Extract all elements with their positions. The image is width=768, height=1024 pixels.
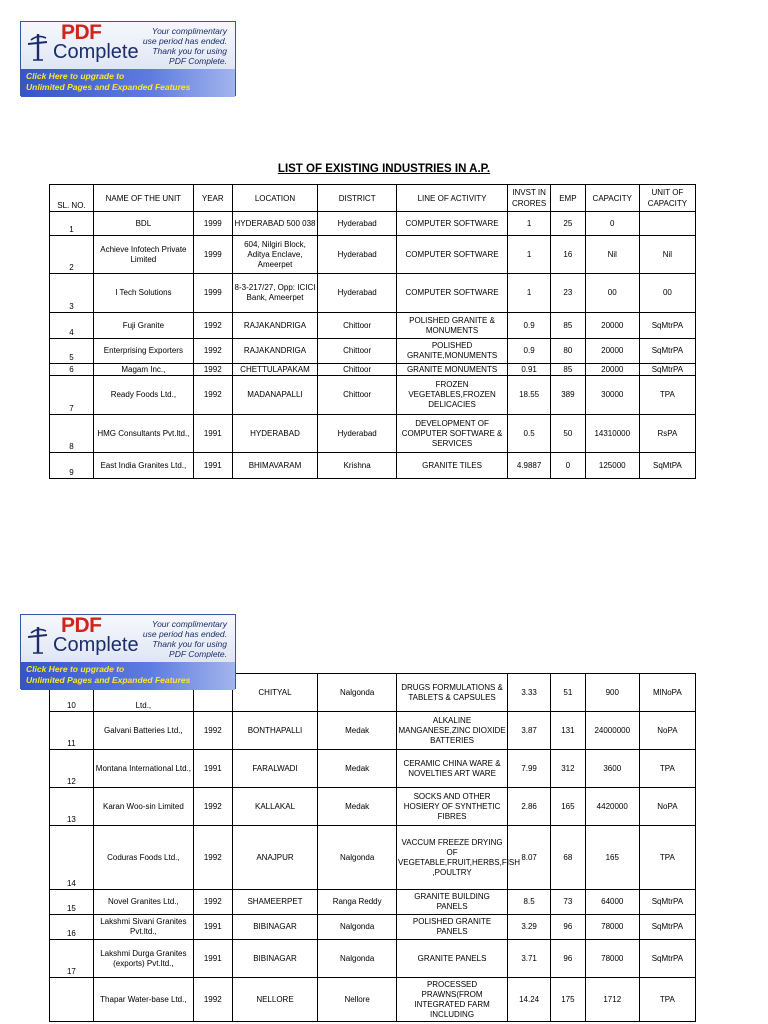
cell-emp: 312 <box>551 750 586 788</box>
cell-emp: 85 <box>551 364 586 376</box>
banner-message-line: PDF Complete. <box>169 649 227 659</box>
cell-location: KALLAKAL <box>232 788 318 826</box>
cell-location: RAJAKANDRIGA <box>232 339 318 364</box>
cell-year: 1992 <box>193 788 232 826</box>
table-row <box>50 940 696 978</box>
cell-district: Hyderabad <box>318 212 397 236</box>
cell-emp: 389 <box>551 376 586 415</box>
cell-emp: 73 <box>551 890 586 915</box>
cell-unit: Nil <box>639 236 695 274</box>
cell-year: 1992 <box>193 376 232 415</box>
cell-location: FARALWADI <box>232 750 318 788</box>
cell-sl-value: 5 <box>69 353 74 362</box>
cell-district: Hyderabad <box>318 415 397 453</box>
cell-year: 1999 <box>193 236 232 274</box>
cell-district: Hyderabad <box>318 274 397 313</box>
banner-message-line: use period has ended. <box>142 629 227 639</box>
cell-location: ANAJPUR <box>232 826 318 890</box>
cell-capacity: 0 <box>585 212 639 236</box>
header-invst: INVST IN CRORES <box>508 185 551 212</box>
cell-capacity: 4420000 <box>585 788 639 826</box>
cell-sl <box>50 940 94 978</box>
table-row <box>50 788 696 826</box>
cell-emp: 25 <box>551 212 586 236</box>
cell-emp: 0 <box>551 453 586 479</box>
cell-unit: NoPA <box>639 788 695 826</box>
cell-invst: 0.9 <box>508 313 551 339</box>
cell-name: Novel Granites Ltd., <box>93 890 193 915</box>
cell-emp: 68 <box>551 826 586 890</box>
cell-invst: 8.07 <box>508 826 551 890</box>
cell-capacity: 900 <box>585 674 639 712</box>
table-row <box>50 274 696 313</box>
cell-capacity: 64000 <box>585 890 639 915</box>
cell-year: 1992 <box>193 339 232 364</box>
cell-capacity: 00 <box>585 274 639 313</box>
cell-name: Galvani Batteries Ltd., <box>93 712 193 750</box>
cell-name: Lakshmi Durga Granites (exports) Pvt.ltd., <box>93 940 193 978</box>
cell-sl-value: 12 <box>66 777 76 786</box>
cell-location: BIBINAGAR <box>232 915 318 940</box>
banner-upgrade-link[interactable] <box>26 664 190 686</box>
cell-district: Nalgonda <box>318 915 397 940</box>
table-row <box>50 376 696 415</box>
cell-unit <box>639 212 695 236</box>
cell-invst: 1 <box>508 212 551 236</box>
cell-emp: 50 <box>551 415 586 453</box>
cell-sl <box>50 415 94 453</box>
cell-unit: SqMtrPA <box>639 339 695 364</box>
table-row <box>50 712 696 750</box>
cell-capacity: 20000 <box>585 364 639 376</box>
cell-capacity: 1712 <box>585 978 639 1022</box>
cell-invst: 3.29 <box>508 915 551 940</box>
cell-activity: GRANITE PANELS <box>396 940 507 978</box>
cell-activity: CERAMIC CHINA WARE & NOVELTIES ART WARE <box>396 750 507 788</box>
cell-capacity: 14310000 <box>585 415 639 453</box>
cell-sl <box>50 453 94 479</box>
cell-sl-value: 3 <box>69 302 74 311</box>
header-sl-no-label: SL. NO. <box>57 201 86 210</box>
cell-capacity: 20000 <box>585 339 639 364</box>
cell-location: NELLORE <box>232 978 318 1022</box>
cell-year: 1991 <box>193 453 232 479</box>
cell-emp: 51 <box>551 674 586 712</box>
cell-name: Magam Inc., <box>93 364 193 376</box>
cell-location: CHITYAL <box>232 674 318 712</box>
header-location: LOCATION <box>232 185 318 212</box>
cell-sl-value: 15 <box>66 904 76 913</box>
cell-name: BDL <box>93 212 193 236</box>
banner-complete-wordmark: Complete <box>53 41 139 63</box>
cell-unit: SqMtrPA <box>639 915 695 940</box>
cell-activity: GRANITE TILES <box>396 453 507 479</box>
cell-year: 1992 <box>193 712 232 750</box>
cell-district: Medak <box>318 788 397 826</box>
table-row <box>50 415 696 453</box>
cell-name: Montana International Ltd., <box>93 750 193 788</box>
header-sl-no <box>50 185 94 212</box>
table-row <box>50 750 696 788</box>
cell-activity: PROCESSED PRAWNS(FROM INTEGRATED FARM INCLUDING <box>396 978 507 1022</box>
cell-location: CHETTULAPAKAM <box>232 364 318 376</box>
banner-upgrade-link[interactable] <box>26 71 190 93</box>
cell-invst: 2.86 <box>508 788 551 826</box>
cell-activity: FROZEN VEGETABLES,FROZEN DELICACIES <box>396 376 507 415</box>
banner-message-line: Your complimentary <box>151 26 227 36</box>
cell-name: I Tech Solutions <box>93 274 193 313</box>
cell-activity: GRANITE MONUMENTS <box>396 364 507 376</box>
cell-invst: 3.71 <box>508 940 551 978</box>
table-row <box>50 826 696 890</box>
cell-location: BHIMAVARAM <box>232 453 318 479</box>
cell-district: Hyderabad <box>318 236 397 274</box>
cell-name: Lakshmi Sivani Granites Pvt.ltd., <box>93 915 193 940</box>
cell-activity: ALKALINE MANGANESE,ZINC DIOXIDE BATTERIES <box>396 712 507 750</box>
cell-invst: 3.33 <box>508 674 551 712</box>
cell-activity: GRANITE BUILDING PANELS <box>396 890 507 915</box>
cell-district: Medak <box>318 712 397 750</box>
cell-sl <box>50 788 94 826</box>
cell-district: Chittoor <box>318 313 397 339</box>
cell-year: 1999 <box>193 274 232 313</box>
cell-location: RAJAKANDRIGA <box>232 313 318 339</box>
cell-unit: 00 <box>639 274 695 313</box>
cell-district: Chittoor <box>318 376 397 415</box>
table-row <box>50 890 696 915</box>
cell-unit: TPA <box>639 978 695 1022</box>
cell-sl-value: 16 <box>66 929 76 938</box>
cell-sl <box>50 364 94 376</box>
cell-district: Nalgonda <box>318 826 397 890</box>
cell-capacity: 125000 <box>585 453 639 479</box>
cell-location: 8-3-217/27, Opp: ICICI Bank, Ameerpet <box>232 274 318 313</box>
cell-capacity: 78000 <box>585 940 639 978</box>
cell-sl-value: 9 <box>69 468 74 477</box>
cell-location: 604, Nilgiri Block, Aditya Enclave, Ameerpet <box>232 236 318 274</box>
cell-name: Achieve Infotech Private Limited <box>93 236 193 274</box>
banner-pdf-wordmark: PDF <box>61 21 102 44</box>
banner-message-line: PDF Complete. <box>169 56 227 66</box>
cell-emp: 16 <box>551 236 586 274</box>
pdf-complete-logo-icon <box>25 621 51 655</box>
cell-location: MADANAPALLI <box>232 376 318 415</box>
cell-capacity: 20000 <box>585 313 639 339</box>
cell-unit: SqMtrPA <box>639 940 695 978</box>
cell-emp: 165 <box>551 788 586 826</box>
cell-capacity: 165 <box>585 826 639 890</box>
cell-sl <box>50 750 94 788</box>
cell-year: 1991 <box>193 415 232 453</box>
cell-invst: 1 <box>508 274 551 313</box>
cell-invst: 1 <box>508 236 551 274</box>
cell-unit: SqMtrPA <box>639 364 695 376</box>
cell-invst: 18.55 <box>508 376 551 415</box>
banner-upgrade-line[interactable]: Unlimited Pages and Expanded Features <box>26 675 191 685</box>
industries-table-page-2 <box>49 673 696 1022</box>
cell-unit: MlNoPA <box>639 674 695 712</box>
cell-year: 1999 <box>193 212 232 236</box>
cell-year: 1991 <box>193 940 232 978</box>
banner-message-line: Thank you for using <box>152 639 227 649</box>
cell-invst: 0.91 <box>508 364 551 376</box>
banner-message-line: Your complimentary <box>151 619 227 629</box>
cell-capacity: Nil <box>585 236 639 274</box>
cell-activity: VACCUM FREEZE DRYING OF VEGETABLE,FRUIT,HERBS,FISH ,POULTRY <box>396 826 507 890</box>
header-capacity: CAPACITY <box>585 185 639 212</box>
cell-sl <box>50 313 94 339</box>
cell-emp: 96 <box>551 915 586 940</box>
cell-sl-value: 11 <box>67 739 76 748</box>
cell-year: 1991 <box>193 750 232 788</box>
pdf-complete-banner-bottom[interactable] <box>20 614 236 689</box>
cell-sl <box>50 339 94 364</box>
table-row <box>50 313 696 339</box>
cell-sl-value: 13 <box>66 815 76 824</box>
header-district: DISTRICT <box>318 185 397 212</box>
cell-invst: 0.5 <box>508 415 551 453</box>
cell-name: Ready Foods Ltd., <box>93 376 193 415</box>
cell-year: 1992 <box>193 313 232 339</box>
cell-district: Chittoor <box>318 364 397 376</box>
cell-name: HMG Consultants Pvt.ltd., <box>93 415 193 453</box>
cell-district: Krishna <box>318 453 397 479</box>
cell-sl <box>50 826 94 890</box>
cell-activity: SOCKS AND OTHER HOSIERY OF SYNTHETIC FIBRES <box>396 788 507 826</box>
cell-district: Nalgonda <box>318 940 397 978</box>
cell-year: 1992 <box>193 978 232 1022</box>
cell-capacity: 3600 <box>585 750 639 788</box>
header-emp: EMP <box>551 185 586 212</box>
pdf-complete-banner-top[interactable] <box>20 21 236 96</box>
table-header-row <box>50 185 696 212</box>
cell-invst: 0.9 <box>508 339 551 364</box>
document-title: LIST OF EXISTING INDUSTRIES IN A.P. <box>277 163 491 175</box>
cell-unit: TPA <box>639 750 695 788</box>
cell-year: 1991 <box>193 915 232 940</box>
cell-activity: POLISHED GRANITE & MONUMENTS <box>396 313 507 339</box>
cell-location: HYDERABAD 500 038 <box>232 212 318 236</box>
cell-sl <box>50 274 94 313</box>
cell-sl-value: 8 <box>69 442 74 451</box>
cell-location: BIBINAGAR <box>232 940 318 978</box>
cell-sl <box>50 712 94 750</box>
cell-name: Fuji Granite <box>93 313 193 339</box>
table-row <box>50 453 696 479</box>
cell-activity: DEVELOPMENT OF COMPUTER SOFTWARE & SERVICES <box>396 415 507 453</box>
cell-emp: 80 <box>551 339 586 364</box>
cell-emp: 96 <box>551 940 586 978</box>
header-unit: UNIT OF CAPACITY <box>639 185 695 212</box>
cell-name-value: Ltd., <box>135 701 152 710</box>
cell-capacity: 78000 <box>585 915 639 940</box>
cell-sl <box>50 376 94 415</box>
cell-name: Karan Woo-sin Limited <box>93 788 193 826</box>
cell-district: Nalgonda <box>318 674 397 712</box>
cell-year: 1992 <box>193 890 232 915</box>
banner-upgrade-line[interactable]: Click Here to upgrade to <box>26 71 125 81</box>
cell-activity: DRUGS FORMULATIONS & TABLETS & CAPSULES <box>396 674 507 712</box>
cell-capacity: 30000 <box>585 376 639 415</box>
cell-invst: 14.24 <box>508 978 551 1022</box>
cell-unit: SqMtrPA <box>639 313 695 339</box>
cell-sl-value: 17 <box>66 967 76 976</box>
cell-sl-value: 4 <box>69 328 74 337</box>
cell-sl-value: 7 <box>69 404 74 413</box>
banner-expired-message <box>131 619 227 659</box>
cell-location: HYDERABAD <box>232 415 318 453</box>
cell-sl-value: 14 <box>66 879 76 888</box>
cell-district: Medak <box>318 750 397 788</box>
cell-district: Nellore <box>318 978 397 1022</box>
table-row <box>50 339 696 364</box>
cell-activity: POLISHED GRANITE PANELS <box>396 915 507 940</box>
banner-expired-message <box>131 26 227 66</box>
header-activity: LINE OF ACTIVITY <box>396 185 507 212</box>
cell-emp: 23 <box>551 274 586 313</box>
cell-name: Enterprising Exporters <box>93 339 193 364</box>
cell-sl <box>50 915 94 940</box>
table-row <box>50 236 696 274</box>
cell-sl-value: 2 <box>69 263 74 272</box>
industries-table-page-1 <box>49 184 696 479</box>
cell-capacity: 24000000 <box>585 712 639 750</box>
cell-emp: 131 <box>551 712 586 750</box>
cell-year: 1992 <box>193 364 232 376</box>
cell-name: East India Granites Ltd., <box>93 453 193 479</box>
header-name: NAME OF THE UNIT <box>93 185 193 212</box>
table-row <box>50 212 696 236</box>
cell-unit: RsPA <box>639 415 695 453</box>
banner-upgrade-line[interactable]: Unlimited Pages and Expanded Features <box>26 82 191 92</box>
cell-unit: TPA <box>639 376 695 415</box>
banner-message-line: Thank you for using <box>152 46 227 56</box>
cell-name: Thapar Water-base Ltd., <box>93 978 193 1022</box>
cell-sl-value: 1 <box>69 225 74 234</box>
cell-unit: TPA <box>639 826 695 890</box>
banner-message-line: use period has ended. <box>142 36 227 46</box>
cell-activity: COMPUTER SOFTWARE <box>396 274 507 313</box>
table-row <box>50 915 696 940</box>
cell-emp: 175 <box>551 978 586 1022</box>
cell-sl-value: 6 <box>69 365 74 374</box>
cell-year: 1992 <box>193 826 232 890</box>
cell-invst: 7.99 <box>508 750 551 788</box>
cell-invst: 8.5 <box>508 890 551 915</box>
cell-unit: SqMtPA <box>639 453 695 479</box>
cell-sl <box>50 212 94 236</box>
header-year: YEAR <box>193 185 232 212</box>
cell-location: SHAMEERPET <box>232 890 318 915</box>
pdf-complete-logo-icon <box>25 28 51 62</box>
cell-sl <box>50 978 94 1022</box>
cell-district: Ranga Reddy <box>318 890 397 915</box>
cell-district: Chittoor <box>318 339 397 364</box>
cell-name: Coduras Foods Ltd., <box>93 826 193 890</box>
cell-emp: 85 <box>551 313 586 339</box>
cell-activity: COMPUTER SOFTWARE <box>396 236 507 274</box>
banner-pdf-wordmark: PDF <box>61 614 102 637</box>
cell-activity: POLISHED GRANITE,MONUMENTS <box>396 339 507 364</box>
cell-location: BONTHAPALLI <box>232 712 318 750</box>
table-row <box>50 364 696 376</box>
cell-activity: COMPUTER SOFTWARE <box>396 212 507 236</box>
cell-sl <box>50 890 94 915</box>
cell-invst: 3.87 <box>508 712 551 750</box>
cell-unit: SqMtrPA <box>639 890 695 915</box>
cell-sl-value: 10 <box>66 701 76 710</box>
cell-unit: NoPA <box>639 712 695 750</box>
table-row <box>50 978 696 1022</box>
banner-upgrade-line[interactable]: Click Here to upgrade to <box>26 664 125 674</box>
cell-invst: 4.9887 <box>508 453 551 479</box>
banner-complete-wordmark: Complete <box>53 634 139 656</box>
cell-sl <box>50 236 94 274</box>
